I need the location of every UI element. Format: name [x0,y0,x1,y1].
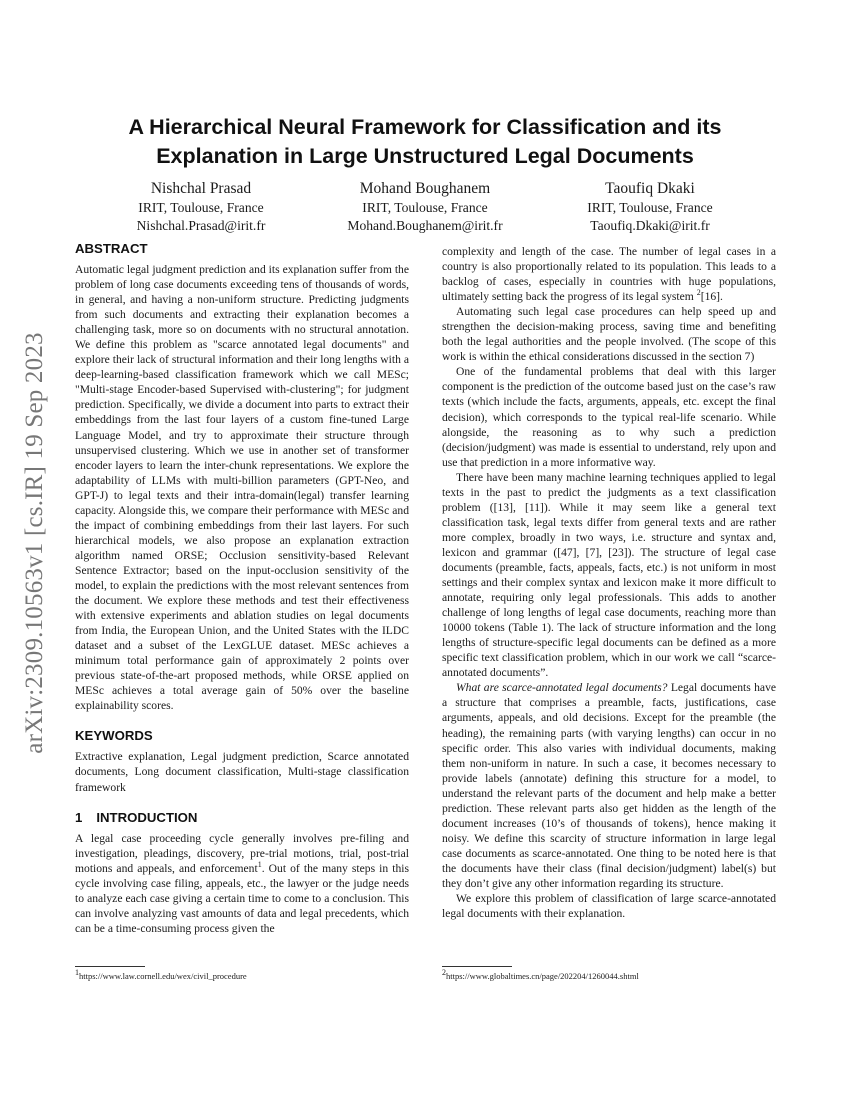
author-name: Nishchal Prasad [150,180,252,197]
author-block [315,179,535,234]
arxiv-id: arXiv:2309.10563v1 [cs.IR] 19 Sep 2023 [21,332,48,754]
left-column [75,240,409,936]
title-line-1: A Hierarchical Neural Framework for Classification and its [128,115,722,139]
footnote-url[interactable]: https://www.globaltimes.cn/page/202204/1260044.shtml [446,971,639,981]
paper-title [60,113,790,171]
intro-paragraph: A legal case proceeding cycle generally involves pre-filing and investigation, pleadings, discovery, pre-trial motions, trial, post-trial motions and appeals, and enforcement$^1$. Out of the many steps in this cycle involving case filing, appeals, etc., the lawyer or the judge needs to analyze each case giving a certain time to come to a conclusion. This can involve analyzing vast amounts of data and legal precedents, which can be a time-consuming process given the [75,831,409,935]
footnote-mark: 2 [442,968,446,978]
author-name: Taoufiq Dkaki [605,180,695,197]
paragraph: complexity and length of the case. The number of legal cases in a country is also proportionally related to its population. This leads to a backlog of cases, especially in countries with huge populations, ultimately setting back the progress of its legal system $^2$[16]. [442,245,776,304]
footnote-url[interactable]: https://www.law.cornell.edu/wex/civil_procedure [79,971,247,981]
paragraph: One of the fundamental problems that deal with this larger component is the prediction of the outcome based just on the case’s raw texts (which include the facts, arguments, appeals, etc. except the final decision), which corresponds to the typical real-life scenario. While alongside, the reasoning as to why such a prediction (decision/judgment) was made is essential to understand, rely upon and use that prediction in a more informative way. [442,365,776,469]
introduction-heading [75,809,409,826]
emphasized-question: What are scarce-annotated legal documents? [456,681,668,695]
paragraph: Automating such legal case procedures can help speed up and strengthen the decision-making process, saving time and benefiting both the legal authorities and the people involved. (The scope of this work is within the ethical considerations discussed in the section 7) [442,305,776,364]
title-line-2: Explanation in Large Unstructured Legal Documents [156,144,694,168]
author-affiliation: IRIT, Toulouse, France [587,200,713,215]
author-email[interactable]: Taoufiq.Dkaki@irit.fr [590,217,710,233]
paragraph: What are scarce-annotated legal documents? Legal documents have a structure that comprises a preamble, facts, justifications, case arguments, appeals, and old decisions. Except for the preamble (the heading), the remaining parts (with varying lengths) can occur in no specific order. This also varies with individual documents, making them non-uniform in nature. In such a case, it becomes necessary to provide labels (annotate) defining this structure for a model, to understand the relevant parts of the document and help make a better prediction. These relevant parts also get hidden as the length of the document increases (10’s of thousands of tokens), hence making it noisy. We define this scarcity of structure information in large legal case documents as scarce-annotated. One thing to be noted here is that the documents have their class (final decision/judgment) label(s) but they don’t give any other information regarding its structure. [442,681,777,890]
paragraph: There have been many machine learning techniques applied to legal texts in the past to predict the judgments as a text classification problem ([13], [11]). While it may seem like a general text classification task, legal texts differ from general texts and are rather more complex, broadly in two ways, i.e. structure and syntax and, lexicon and grammar ([47], [7], [23]). The structure of legal case documents (preamble, facts, appeals, facts, etc.) is not uniform in most settings and their complex syntax and lexicon make it more difficult to annotate, requiring only legal professionals. This adds to another challenge of long lengths of legal case documents, reaching more than 10000 tokens (Table 1). The lack of structure information and the long lengths of structure-specific legal documents can be defined as a more specific text classification problem, which in our work we call “scarce-annotated documents”. [442,470,776,680]
footnote-1 [75,966,409,982]
section-title: INTRODUCTION [96,809,198,825]
author-email[interactable]: Nishchal.Prasad@irit.fr [136,217,266,233]
abstract-heading: ABSTRACT [75,241,148,256]
footnote-2 [442,966,776,982]
footnote-marker[interactable]: 1 [257,859,262,869]
arxiv-sidebar-stamp [22,308,48,778]
right-column [442,244,776,921]
author-email[interactable]: Mohand.Boughanem@irit.fr [347,217,503,233]
paragraph: We explore this problem of classification of large scarce-annotated legal documents with their explanation. [442,892,776,921]
footnote-mark: 1 [75,968,79,978]
author-affiliation: IRIT, Toulouse, France [362,200,488,215]
abstract-text: Automatic legal judgment prediction and its explanation suffer from the problem of long case documents exceeding tens of thousands of words, in general, and having a non-uniform structure. Predicting judgments from such documents and extracting their explanation becomes a challenging task, more so on documents with no structural annotation. We define this problem as "scarce annotated legal documents" and explore their lack of structural information and their long lengths with a deep-learning-based classification framework which we call MESc; "Multi-stage Encoder-based Supervised with-clustering"; for judgment prediction. Specifically, we divide a document into parts to extract their embeddings from the last four layers of a custom fine-tuned Large Language Model, and try to approximate their structure through unsupervised clustering. Which we use in another set of transformer encoder layers to learn the inter-chunk representations. We explore the adaptability of LLMs with multi-billion parameters (GPT-Neo, and GPT-J) to legal texts and their intra-domain(legal) transfer learning capacity. Alongside this, we compare their performance with MESc and the impact of combining embeddings from their last layers. For such hierarchical models, we also propose an explanation extraction algorithm named ORSE; Occlusion sensitivity-based Relevant Sentence Extractor; based on the input-occlusion sensitivity of the model, to explain the predictions with the most relevant sentences from the document. We explore these methods and test their effectiveness with extensive experiments and ablation studies on legal documents from India, the European Union, and the United States with the ILDC dataset and a subset of the LexGLUE dataset. MESc achieves a minimum total performance gain of approximately 2 points over previous state-of-the-art proposed methods, while ORSE applied on MESc achieves a total average gain of 50% over the baseline explainability scores. [75,263,409,713]
author-name: Mohand Boughanem [359,180,491,197]
keywords-text: Extractive explanation, Legal judgment prediction, Scarce annotated documents, Long document classification, Multi-stage classification framework [75,750,409,794]
author-block [540,179,760,234]
footnote-rule [442,966,512,967]
footnote-rule [75,966,145,967]
section-number: 1 [75,809,83,825]
author-block [91,179,311,234]
keywords-heading: KEYWORDS [75,728,153,744]
footnote-marker[interactable]: 2 [696,288,701,298]
author-affiliation: IRIT, Toulouse, France [138,200,264,215]
